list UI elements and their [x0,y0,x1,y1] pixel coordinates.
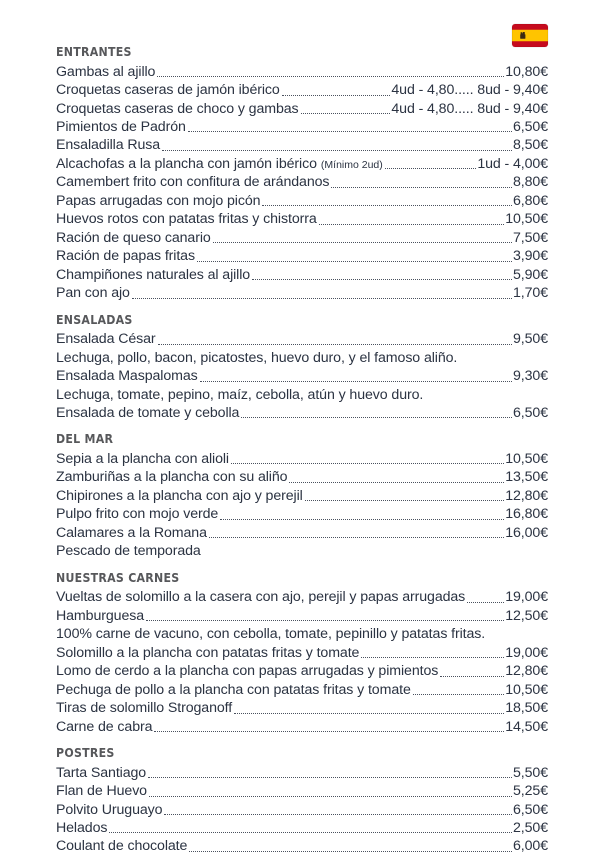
menu-item-price: 12,50€ [505,607,548,624]
menu-item [56,588,548,606]
dot-leader [305,500,505,501]
dot-leader [213,242,512,243]
dot-leader [154,731,504,732]
section-title: NUESTRAS CARNES [56,569,180,585]
menu-item [56,330,548,348]
dot-leader [146,620,504,621]
menu-item-name: Tiras de solomillo Stroganoff [56,700,233,717]
dot-leader [158,344,512,345]
menu-item-name: Tarta Santiago [56,764,147,781]
menu-item-price: 1ud - 4,00€ [477,155,548,172]
menu-item-name: Flan de Huevo [56,783,147,800]
dot-leader [467,602,504,603]
menu-item-name: Polvito Uruguayo [56,801,163,818]
menu-item-name: Pan con ajo [56,285,130,302]
menu-item-name: Champiñones naturales al ajillo [56,266,251,283]
menu-item [56,173,548,191]
menu-item [56,118,548,136]
menu-item-name: Chipirones a la plancha con ajo y perejil [56,487,303,504]
menu-item-price: 6,50€ [512,118,548,135]
menu-item-price: 18,50€ [505,700,548,717]
menu-section [56,745,548,856]
dot-leader [149,796,512,797]
menu-item-price: 7,50€ [512,229,548,246]
menu-item [56,644,548,662]
menu-item-name: Gambas al ajillo [56,63,156,80]
menu-item-name: Pescado de temporada [56,543,201,560]
menu-item-price: 4ud - 4,80..... 8ud - 9,40€ [391,82,548,99]
menu-item-price: 10,80€ [505,63,548,80]
dot-leader [231,463,504,464]
menu-item [56,662,548,680]
dot-leader [241,417,512,418]
dot-leader [162,150,512,151]
dot-leader [252,279,512,280]
menu-item-price: 13,50€ [505,469,548,486]
menu-item-name: Croquetas caseras de jamón ibérico [56,82,280,99]
menu-item-name: Solomillo a la plancha con patatas fritas y tomate [56,644,360,661]
dot-leader [220,519,504,520]
dot-leader [157,76,504,77]
menu-item-price: 10,50€ [505,681,548,698]
dot-leader [197,261,512,262]
menu-item-price: 16,80€ [505,506,548,523]
menu-item-price: 8,80€ [512,174,548,191]
menu-item-name: Alcachofas a la plancha con jamón ibérico [56,155,317,172]
menu-item-price: 3,90€ [512,248,548,265]
menu-item-price: 2,50€ [512,819,548,836]
menu-item-name: Croquetas caseras de choco y gambas [56,100,299,117]
menu-item-name: Calamares a la Romana [56,524,207,541]
dot-leader [282,95,391,96]
menu-item-price: 9,50€ [512,331,548,348]
menu-item-price: 14,50€ [505,718,548,735]
menu-item [56,819,548,837]
menu-item-price: 19,00€ [505,589,548,606]
menu-item [56,192,548,210]
menu-item [56,63,548,81]
dot-leader [234,713,504,714]
menu-item-price: 16,00€ [505,524,548,541]
menu-item-description: 100% carne de vacuno, con cebolla, tomate, pepinillo y patatas fritas. [56,626,486,643]
menu-item [56,837,548,855]
section-title: ENSALADAS [56,311,133,327]
menu-item-name: Carne de cabra [56,718,153,735]
menu-content [56,44,548,856]
menu-item [56,100,548,118]
menu-item-name: Zamburiñas a la plancha con su aliño [56,469,288,486]
menu-item [56,542,548,560]
menu-item-price: 6,80€ [512,192,548,209]
menu-item [56,801,548,819]
menu-item-name: Hamburguesa [56,607,145,624]
dot-leader [385,168,477,169]
menu-item [56,136,548,154]
menu-item-name: Sepia a la plancha con alioli [56,451,229,468]
dot-leader [413,694,504,695]
menu-item [56,155,548,173]
menu-item-price: 10,50€ [505,451,548,468]
menu-item-name: Pimientos de Padrón [56,118,186,135]
menu-item [56,487,548,505]
menu-section [56,312,548,423]
menu-item [56,266,548,284]
section-title: POSTRES [56,745,115,760]
menu-item [56,607,548,625]
section-title: ENTRANTES [56,44,132,59]
menu-item-name: Ración de papas fritas [56,248,195,265]
menu-item [56,718,548,736]
menu-item-price: 12,80€ [505,663,548,680]
menu-item-name: Camembert frito con confitura de arándanos [56,174,330,191]
menu-item-price: 6,50€ [512,801,548,818]
menu-item [56,450,548,468]
menu-item [56,367,548,385]
menu-item-price: 6,00€ [512,838,548,855]
menu-item-price: 10,50€ [505,211,548,228]
menu-item-name: Ensalada de tomate y cebolla [56,404,240,421]
menu-item-price: 9,30€ [512,368,548,385]
menu-item-name: Vueltas de solomillo a la casera con ajo, perejil y papas arrugadas [56,589,466,606]
menu-item [56,247,548,265]
menu-item-note: (Mínimo 2ud) [320,158,383,171]
menu-item-name: Pulpo frito con mojo verde [56,506,219,523]
dot-leader [164,814,512,815]
menu-item-name: Ración de queso canario [56,229,211,246]
menu-item [56,210,548,228]
dot-leader [361,657,504,658]
menu-item-price: 5,90€ [512,266,548,283]
menu-item [56,284,548,302]
menu-item-name: Ensalada Maspalomas [56,368,198,385]
menu-item-price: 4ud - 4,80..... 8ud - 9,40€ [391,100,548,117]
menu-item-price: 19,00€ [505,644,548,661]
menu-item-name: Pechuga de pollo a la plancha con patatas fritas y tomate [56,681,411,698]
menu-item [56,468,548,486]
menu-item-name: Coulant de chocolate [56,838,188,855]
menu-item [56,681,548,699]
menu-item-name: Papas arrugadas con mojo picón [56,192,261,209]
menu-item [56,699,548,717]
menu-item [56,764,548,782]
menu-item-price: 5,50€ [512,764,548,781]
dot-leader [148,777,512,778]
dot-leader [189,851,512,852]
dot-leader [289,482,504,483]
menu-item-price: 8,50€ [512,137,548,154]
dot-leader [262,205,512,206]
dot-leader [132,298,512,299]
menu-section [56,431,548,560]
menu-item-name: Ensaladilla Rusa [56,137,161,154]
menu-section [56,44,548,303]
menu-item-description: Lechuga, pollo, bacon, picatostes, huevo duro, y el famoso aliño. [56,349,458,366]
menu-item-price: 12,80€ [505,487,548,504]
menu-item-description: Lechuga, tomate, pepino, maíz, cebolla, atún y huevo duro. [56,386,424,403]
section-title: DEL MAR [56,431,114,447]
dot-leader [301,113,391,114]
menu-item-name: Huevos rotos con patatas fritas y chistorra [56,211,317,228]
menu-section [56,570,548,736]
menu-item-price: 5,25€ [512,783,548,800]
menu-item-price: 1,70€ [512,285,548,302]
menu-item-name: Ensalada César [56,331,156,348]
dot-leader [440,676,504,677]
menu-item-name: Helados [56,819,108,836]
menu-item [56,782,548,800]
menu-item-name: Lomo de cerdo a la plancha con papas arrugadas y pimientos [56,663,439,680]
menu-item [56,229,548,247]
menu-item [56,81,548,99]
menu-item [56,404,548,422]
menu-item-price: 6,50€ [512,404,548,421]
dot-leader [331,187,512,188]
menu-item [56,524,548,542]
dot-leader [200,381,512,382]
dot-leader [188,131,512,132]
dot-leader [209,537,504,538]
dot-leader [319,224,505,225]
menu-item [56,505,548,523]
dot-leader [109,832,512,833]
